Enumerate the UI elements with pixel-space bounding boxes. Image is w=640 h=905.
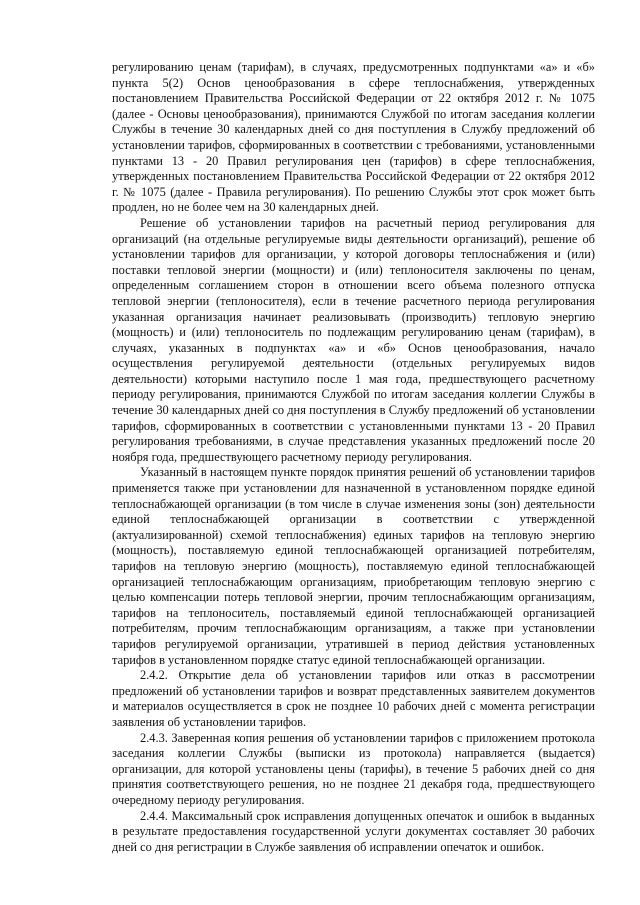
paragraph-decision-tariffs: Решение об установлении тарифов на расчетный период регулирования для организаций (на отдельные регулируемые виды деятельности организаций), решение об установлении тарифов для организации, у которой договоры теплоснабжения и (или) поставки тепловой энергии (мощности) и (или) теплоносителя заключены по ценам, определенным соглашением сторон в отношении всего объема полезного отпуска тепловой энергии (теплоносителя), если в течение расчетного периода регулирования указанная организация начинает реализовывать (производить) тепловую энергию (мощность) и (или) теплоноситель по подлежащим регулированию ценам (тарифам), в случаях, указанных в подпунктах «а» и «б» Основ ценообразования, начало осуществления регулируемой деятельности (отдельных регулируемых видов деятельности) которыми наступило после 1 мая года, предшествующего расчетному периоду регулирования, принимаются Службой по итогам заседания коллегии Службы в течение 30 календарных дней со дня поступления в Службу предложений об установлении тарифов, сформированных в соответствии с установленными пунктами 13 - 20 Правил регулирования требованиями, в случае представления указанных предложений после 20 ноября года, предшествующего расчетному периоду регулирования. <box>112 215 595 464</box>
paragraph-2-4-4: 2.4.4. Максимальный срок исправления допущенных опечаток и ошибок в выданных в результате предоставления государственной услуги документах составляет 30 рабочих дней со дня регистрации в Службе заявления об исправлении опечаток и ошибок. <box>112 808 595 854</box>
paragraph-2-4-3: 2.4.3. Заверенная копия решения об установлении тарифов с приложением протокола заседания коллегии Службы (выписки из протокола) направляется (выдается) организации, для которой установлены цены (тарифы), в течение 5 рабочих дней со дня принятия соответствующего решения, но не позднее 21 декабря года, предшествующего очередному периоду регулирования. <box>112 730 595 807</box>
paragraph-procedure-single-organization: Указанный в настоящем пункте порядок принятия решений об установлении тарифов применяется также при установлении для назначенной в установленном порядке единой теплоснабжающей организации (в том числе в случае изменения зоны (зон) деятельности единой теплоснабжающей организации в соответствии с утвержденной (актуализированной) схемой теплоснабжения) единых тарифов на тепловую энергию (мощность), поставляемую единой теплоснабжающей организацией потребителям, тарифов на тепловую энергию (мощность), поставляемую единой теплоснабжающей организацией теплоснабжающим организациям, приобретающим тепловую энергию с целью компенсации потерь тепловой энергии, прочим теплоснабжающим организациям, тарифов на теплоноситель, поставляемый единой теплоснабжающей организацией потребителям, прочим теплоснабжающим организациям, а также при установлении тарифов регулируемой организации, утратившей в период действия установленных тарифов в установленном порядке статус единой теплоснабжающей организации. <box>112 465 595 667</box>
document-page <box>112 60 595 855</box>
paragraph-2-4-2: 2.4.2. Открытие дела об установлении тарифов или отказ в рассмотрении предложений об установлении тарифов и возврат представленных заявителем документов и материалов осуществляется в срок не позднее 10 рабочих дней с момента регистрации заявления об установлении тарифов. <box>112 668 595 729</box>
paragraph-continuation: регулированию ценам (тарифам), в случаях, предусмотренных подпунктами «а» и «б» пункта 5(2) Основ ценообразования в сфере теплоснабжения, утвержденных постановлением Правительства Российской Федерации от 22 октября 2012 г. № 1075 (далее - Основы ценообразования), принимаются Службой по итогам заседания коллегии Службы в течение 30 календарных дней со дня поступления в Службу предложений об установлении тарифов, сформированных в соответствии с требованиями, установленными пунктами 13 - 20 Правил регулирования цен (тарифов) в сфере теплоснабжения, утвержденных постановлением Правительства Российской Федерации от 22 октября 2012 г. № 1075 (далее - Правила регулирования). По решению Службы этот срок может быть продлен, но не более чем на 30 календарных дней. <box>112 60 595 215</box>
